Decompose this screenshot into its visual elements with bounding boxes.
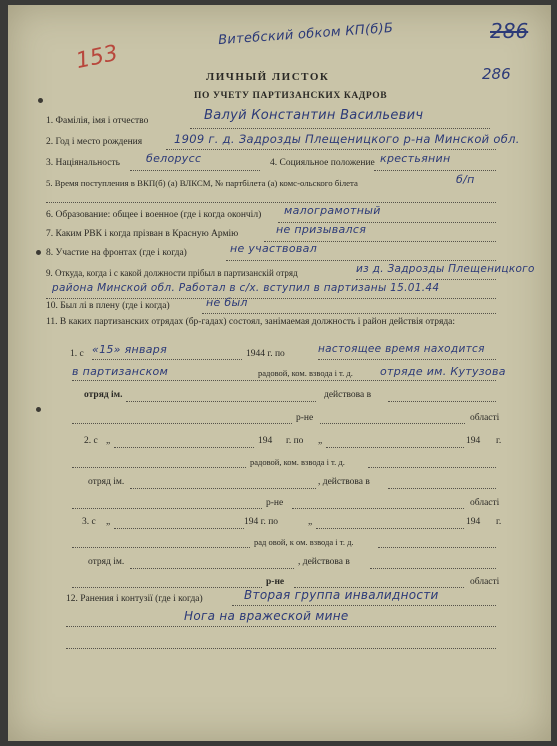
field-9-value-2: района Минской обл. Работал в с/х. вступил в партизаны 15.01.44 bbox=[52, 282, 440, 294]
field-3-value: белорусс bbox=[146, 152, 202, 165]
field-6-value: малограмотный bbox=[284, 204, 381, 217]
field-line bbox=[66, 648, 496, 649]
field-line bbox=[130, 568, 294, 569]
entry-3-action: , действова в bbox=[298, 557, 350, 567]
punch-hole bbox=[36, 407, 41, 412]
field-10-label: 10. Был лі в плену (где і когда) bbox=[46, 301, 170, 311]
entry-1-unit: отряде им. Кутузова bbox=[380, 365, 506, 378]
field-5-value: б/п bbox=[456, 173, 475, 186]
field-line bbox=[370, 568, 496, 569]
field-line bbox=[232, 605, 496, 606]
punch-hole bbox=[36, 250, 41, 255]
field-8-label: 8. Участие на фронтах (где і когда) bbox=[46, 248, 187, 258]
field-line bbox=[388, 488, 496, 489]
field-line bbox=[72, 423, 292, 424]
entry-3-g: г. bbox=[496, 517, 502, 527]
field-line bbox=[190, 128, 490, 129]
red-number: 153 bbox=[73, 40, 121, 75]
field-line bbox=[388, 401, 496, 402]
field-line bbox=[316, 528, 464, 529]
field-line bbox=[326, 447, 464, 448]
field-line bbox=[318, 359, 496, 360]
field-line bbox=[378, 547, 496, 548]
field-11-label: 11. В каких партизанских отрядах (бр-гадах) состоял, занімаемая должность і район действія отряда: bbox=[46, 317, 456, 327]
field-line bbox=[130, 488, 316, 489]
field-line bbox=[126, 401, 316, 402]
field-2-label: 2. Год і место рождения bbox=[46, 137, 143, 147]
field-4-label: 4. Социяльное положение bbox=[270, 158, 375, 168]
corner-number-struck: 286 bbox=[490, 19, 529, 43]
field-5-label: 5. Время поступления в ВКП(б) (a) ВЛКСМ, № партбілета (a) комс-ольского білета bbox=[46, 178, 358, 188]
entry-1-action: действова в bbox=[324, 390, 372, 400]
field-line bbox=[226, 260, 496, 261]
field-line bbox=[374, 170, 496, 171]
field-line bbox=[320, 423, 465, 424]
field-line bbox=[46, 202, 496, 203]
field-line bbox=[114, 528, 244, 529]
entry-2-action: , действова в bbox=[318, 477, 370, 487]
entry-1-to: настоящее время находится bbox=[318, 343, 485, 355]
entry-1-otryad: отряд ім. bbox=[84, 390, 123, 400]
field-12-value-2: Нога на вражеской мине bbox=[184, 609, 349, 623]
entry-2-g: г. bbox=[496, 436, 502, 446]
document-page bbox=[8, 5, 551, 741]
field-2-value: 1909 г. д. Задрозды Плещеницкого р-на Минской обл. bbox=[174, 132, 520, 146]
entry-1-date: «15» января bbox=[92, 343, 168, 356]
entry-1-rn: р-не bbox=[296, 413, 314, 423]
field-7-label: 7. Каким РВК і когда прізван в Красную Армію bbox=[46, 229, 239, 239]
field-12-label: 12. Ранения і контузії (где і когда) bbox=[66, 594, 203, 604]
entry-3-quote2: „ bbox=[308, 517, 313, 527]
entry-3-rank: рад овой, к ом. взвода і т. д. bbox=[254, 537, 354, 547]
field-1-label: 1. Фамілія, імя і отчество bbox=[46, 116, 149, 126]
corner-number: 286 bbox=[482, 65, 511, 83]
entry-2-year2: 194 bbox=[466, 436, 481, 446]
entry-2-year: 194 bbox=[258, 436, 273, 446]
entry-2-quote: „ bbox=[106, 436, 111, 446]
page-title: ЛИЧНЫЙ ЛИСТОК bbox=[206, 71, 330, 83]
field-line bbox=[292, 508, 464, 509]
entry-2-rn: р-не bbox=[266, 498, 284, 508]
entry-1-rank-print: радовой, ком. взвода і т. д. bbox=[258, 368, 353, 378]
entry-2-quote2: „ bbox=[318, 436, 323, 446]
header-annotation: Витебский обком КП(б)Б bbox=[217, 20, 394, 49]
field-9-value-1: из д. Задрозды Плещеницкого bbox=[356, 263, 535, 275]
entry-3-quote: „ bbox=[106, 517, 111, 527]
entry-3-year2: 194 bbox=[466, 517, 481, 527]
field-line bbox=[368, 467, 496, 468]
entry-2-obl: області bbox=[470, 498, 500, 508]
field-3-label: 3. Націянальность bbox=[46, 158, 120, 168]
field-line bbox=[114, 447, 254, 448]
field-12-value-1: Вторая группа инвалидности bbox=[244, 588, 439, 602]
field-line bbox=[72, 508, 262, 509]
entry-1-year: 1944 г. по bbox=[246, 349, 285, 359]
entry-3-year: 194 г. по bbox=[244, 517, 279, 527]
entry-2-prefix: 2. с bbox=[84, 436, 98, 446]
field-line bbox=[46, 298, 496, 299]
field-line bbox=[66, 626, 496, 627]
entry-3-otryad: отряд ім. bbox=[88, 557, 125, 567]
page-subtitle: ПО УЧЕТУ ПАРТИЗАНСКИХ КАДРОВ bbox=[194, 91, 388, 101]
entry-2-rank: радовой, ком. взвода і т. д. bbox=[250, 457, 345, 467]
field-8-value: не участвовал bbox=[230, 242, 318, 255]
punch-hole bbox=[38, 98, 43, 103]
field-6-label: 6. Образование: общее і военное (где і когда окончіл) bbox=[46, 210, 262, 220]
entry-1-obl: області bbox=[470, 413, 500, 423]
entry-3-prefix: 3. с bbox=[82, 517, 96, 527]
entry-2-g-po: г. по bbox=[286, 436, 304, 446]
field-7-value: не призывался bbox=[276, 223, 367, 236]
field-line bbox=[92, 359, 242, 360]
entry-3-rn: р-не bbox=[266, 577, 285, 587]
field-line bbox=[72, 467, 246, 468]
field-line bbox=[202, 313, 496, 314]
field-line bbox=[72, 587, 262, 588]
field-9-label: 9. Откуда, когда і с какой должности прібыл в партизанскій отряд bbox=[46, 268, 298, 278]
field-1-value: Валуй Константин Васильевич bbox=[204, 108, 424, 123]
field-line bbox=[356, 279, 496, 280]
field-10-value: не был bbox=[206, 296, 248, 309]
entry-2-otryad: отряд ім. bbox=[88, 477, 125, 487]
field-line bbox=[72, 380, 496, 381]
field-line bbox=[130, 170, 260, 171]
field-line bbox=[166, 149, 496, 150]
entry-1-line2: в партизанском bbox=[72, 365, 169, 378]
field-line bbox=[72, 547, 250, 548]
field-4-value: крестьянин bbox=[380, 152, 451, 165]
entry-1-prefix: 1. с bbox=[70, 349, 84, 359]
entry-3-obl: області bbox=[470, 577, 500, 587]
